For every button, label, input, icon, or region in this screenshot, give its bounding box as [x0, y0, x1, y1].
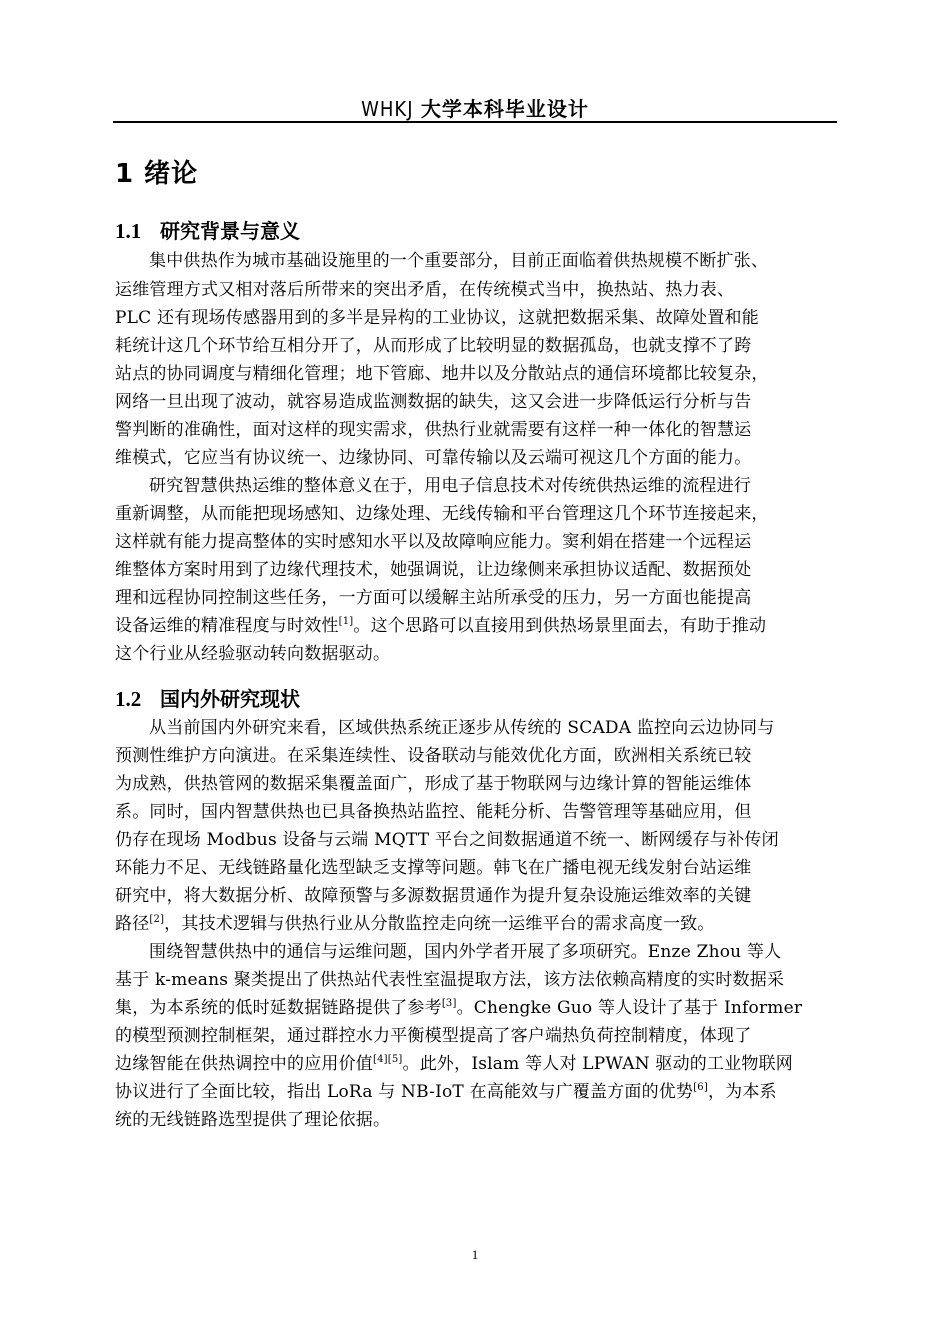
paragraph-line: 理和远程协同控制这些任务，一方面可以缓解主站所承受的压力，另一方面也能提高 [115, 588, 752, 608]
paragraph-line: 系。同时，国内智慧供热也已具备换热站监控、能耗分析、告警管理等基础应用，但 [115, 802, 752, 822]
citation-3: [3] [441, 998, 457, 1009]
paragraph-line: 耗统计这几个环节给互相分开了，从而形成了比较明显的数据孤岛，也就支撑不了跨 [115, 336, 752, 356]
paragraph-line [115, 615, 766, 637]
section-number: 1.1 [115, 219, 142, 243]
line-text: 集，为本系统的低时延数据链路提供了参考 [115, 998, 442, 1018]
paragraph-line: 重新调整，从而能把现场感知、边缘处理、无线传输和平台管理这几个环节连接起来， [115, 504, 769, 524]
paragraph-line: 运维管理方式又相对落后所带来的突出矛盾，在传统模式当中，换热站、热力表、 [115, 280, 735, 300]
section-title: 研究背景与意义 [160, 219, 300, 243]
paragraph-line: PLC 还有现场传感器用到的多半是异构的工业协议，这就把数据采集、故障处置和能 [115, 308, 759, 328]
line-text: 边缘智能在供热调控中的应用价值 [115, 1054, 373, 1074]
paragraph-line: 仍存在现场 Modbus 设备与云端 MQTT 平台之间数据通道不统一、断网缓存与补传闭 [115, 830, 779, 850]
paragraph-line: 环能力不足、无线链路量化选型缺乏支撑等问题。韩飞在广播电视无线发射台站运维 [115, 858, 752, 878]
page-number: 1 [471, 1247, 479, 1262]
paragraph-line: 这个行业从经验驱动转向数据驱动。 [115, 644, 391, 664]
paragraph-line: 统的无线链路选型提供了理论依据。 [115, 1110, 391, 1130]
paragraph-line: 维模式，它应当有协议统一、边缘协同、可靠传输以及云端可视这几个方面的能力。 [115, 448, 752, 468]
paragraph-line: 的模型预测控制框架，通过群控水力平衡模型提高了客户端热负荷控制精度，体现了 [115, 1026, 752, 1046]
line-text: 。Chengke Guo 等人设计了基于 Informer [456, 998, 803, 1018]
paragraph-line [115, 913, 715, 935]
line-text: ，为本系 [707, 1082, 777, 1102]
paragraph-line: 研究中，将大数据分析、故障预警与多源数据贯通作为提升复杂设施运维效率的关键 [115, 886, 752, 906]
paragraph-line: 围绕智慧供热中的通信与运维问题，国内外学者开展了多项研究。Enze Zhou 等人 [149, 942, 782, 962]
paragraph-line: 站点的协同调度与精细化管理；地下管廊、地井以及分散站点的通信环境都比较复杂， [115, 364, 769, 384]
citation-1: [1] [338, 616, 354, 627]
line-text: ，其技术逻辑与供热行业从分散监控走向统一运维平台的需求高度一致。 [164, 914, 715, 934]
header-rule [113, 121, 837, 123]
line-text: 协议进行了全面比较，指出 LoRa 与 NB-IoT 在高能效与广覆盖方面的优势 [115, 1082, 694, 1102]
paragraph-line: 警判断的准确性，面对这样的现实需求，供热行业就需要有这样一种一体化的智慧运 [115, 420, 752, 440]
citation-6: [6] [693, 1082, 708, 1093]
line-text: 设备运维的精准程度与时效性 [115, 616, 339, 636]
paragraph-line: 从当前国内外研究来看，区域供热系统正逐步从传统的 SCADA 监控向云边协同与 [149, 718, 775, 738]
section-number: 1.2 [115, 687, 142, 711]
section-heading-1-1 [115, 215, 300, 244]
paragraph-line [115, 997, 802, 1019]
paragraph-line: 基于 k-means 聚类提出了供热站代表性室温提取方法，该方法依赖高精度的实时数据采 [115, 970, 785, 990]
line-text: 。这个思路可以直接用到供热场景里面去，有助于推动 [353, 616, 767, 636]
header-latin: WHKJ [361, 97, 414, 121]
citation-2: [2] [149, 914, 165, 925]
section-title: 国内外研究现状 [160, 687, 300, 711]
header-title: 大学本科毕业设计 [420, 97, 589, 121]
paragraph-line: 集中供热作为城市基础设施里的一个重要部分，目前正面临着供热规模不断扩张、 [149, 251, 769, 271]
section-heading-1-2 [115, 683, 300, 712]
paragraph-line: 这样就有能力提高整体的实时感知水平以及故障响应能力。窦利娟在搭建一个远程运 [115, 532, 752, 552]
paragraph-line [115, 1053, 793, 1075]
paragraph-line: 研究智慧供热运维的整体意义在于，用电子信息技术对传统供热运维的流程进行 [149, 476, 751, 496]
citation-4-5: [4][5] [373, 1054, 403, 1065]
paragraph-line [115, 1081, 777, 1103]
line-text: 路径 [115, 914, 150, 934]
paragraph-line: 网络一旦出现了波动，就容易造成监测数据的缺失，这又会进一步降低运行分析与告 [115, 392, 752, 412]
chapter-title: 1 绪论 [115, 159, 199, 189]
running-header [113, 93, 837, 122]
paragraph-line: 为成熟，供热管网的数据采集覆盖面广，形成了基于物联网与边缘计算的智能运维体 [115, 774, 752, 794]
line-text: 。此外，Islam 等人对 LPWAN 驱动的工业物联网 [402, 1054, 793, 1074]
paragraph-line: 预测性维护方向演进。在采集连续性、设备联动与能效优化方面，欧洲相关系统已较 [115, 746, 752, 766]
paragraph-line: 维整体方案时用到了边缘代理技术，她强调说，让边缘侧来承担协议适配、数据预处 [115, 560, 752, 580]
